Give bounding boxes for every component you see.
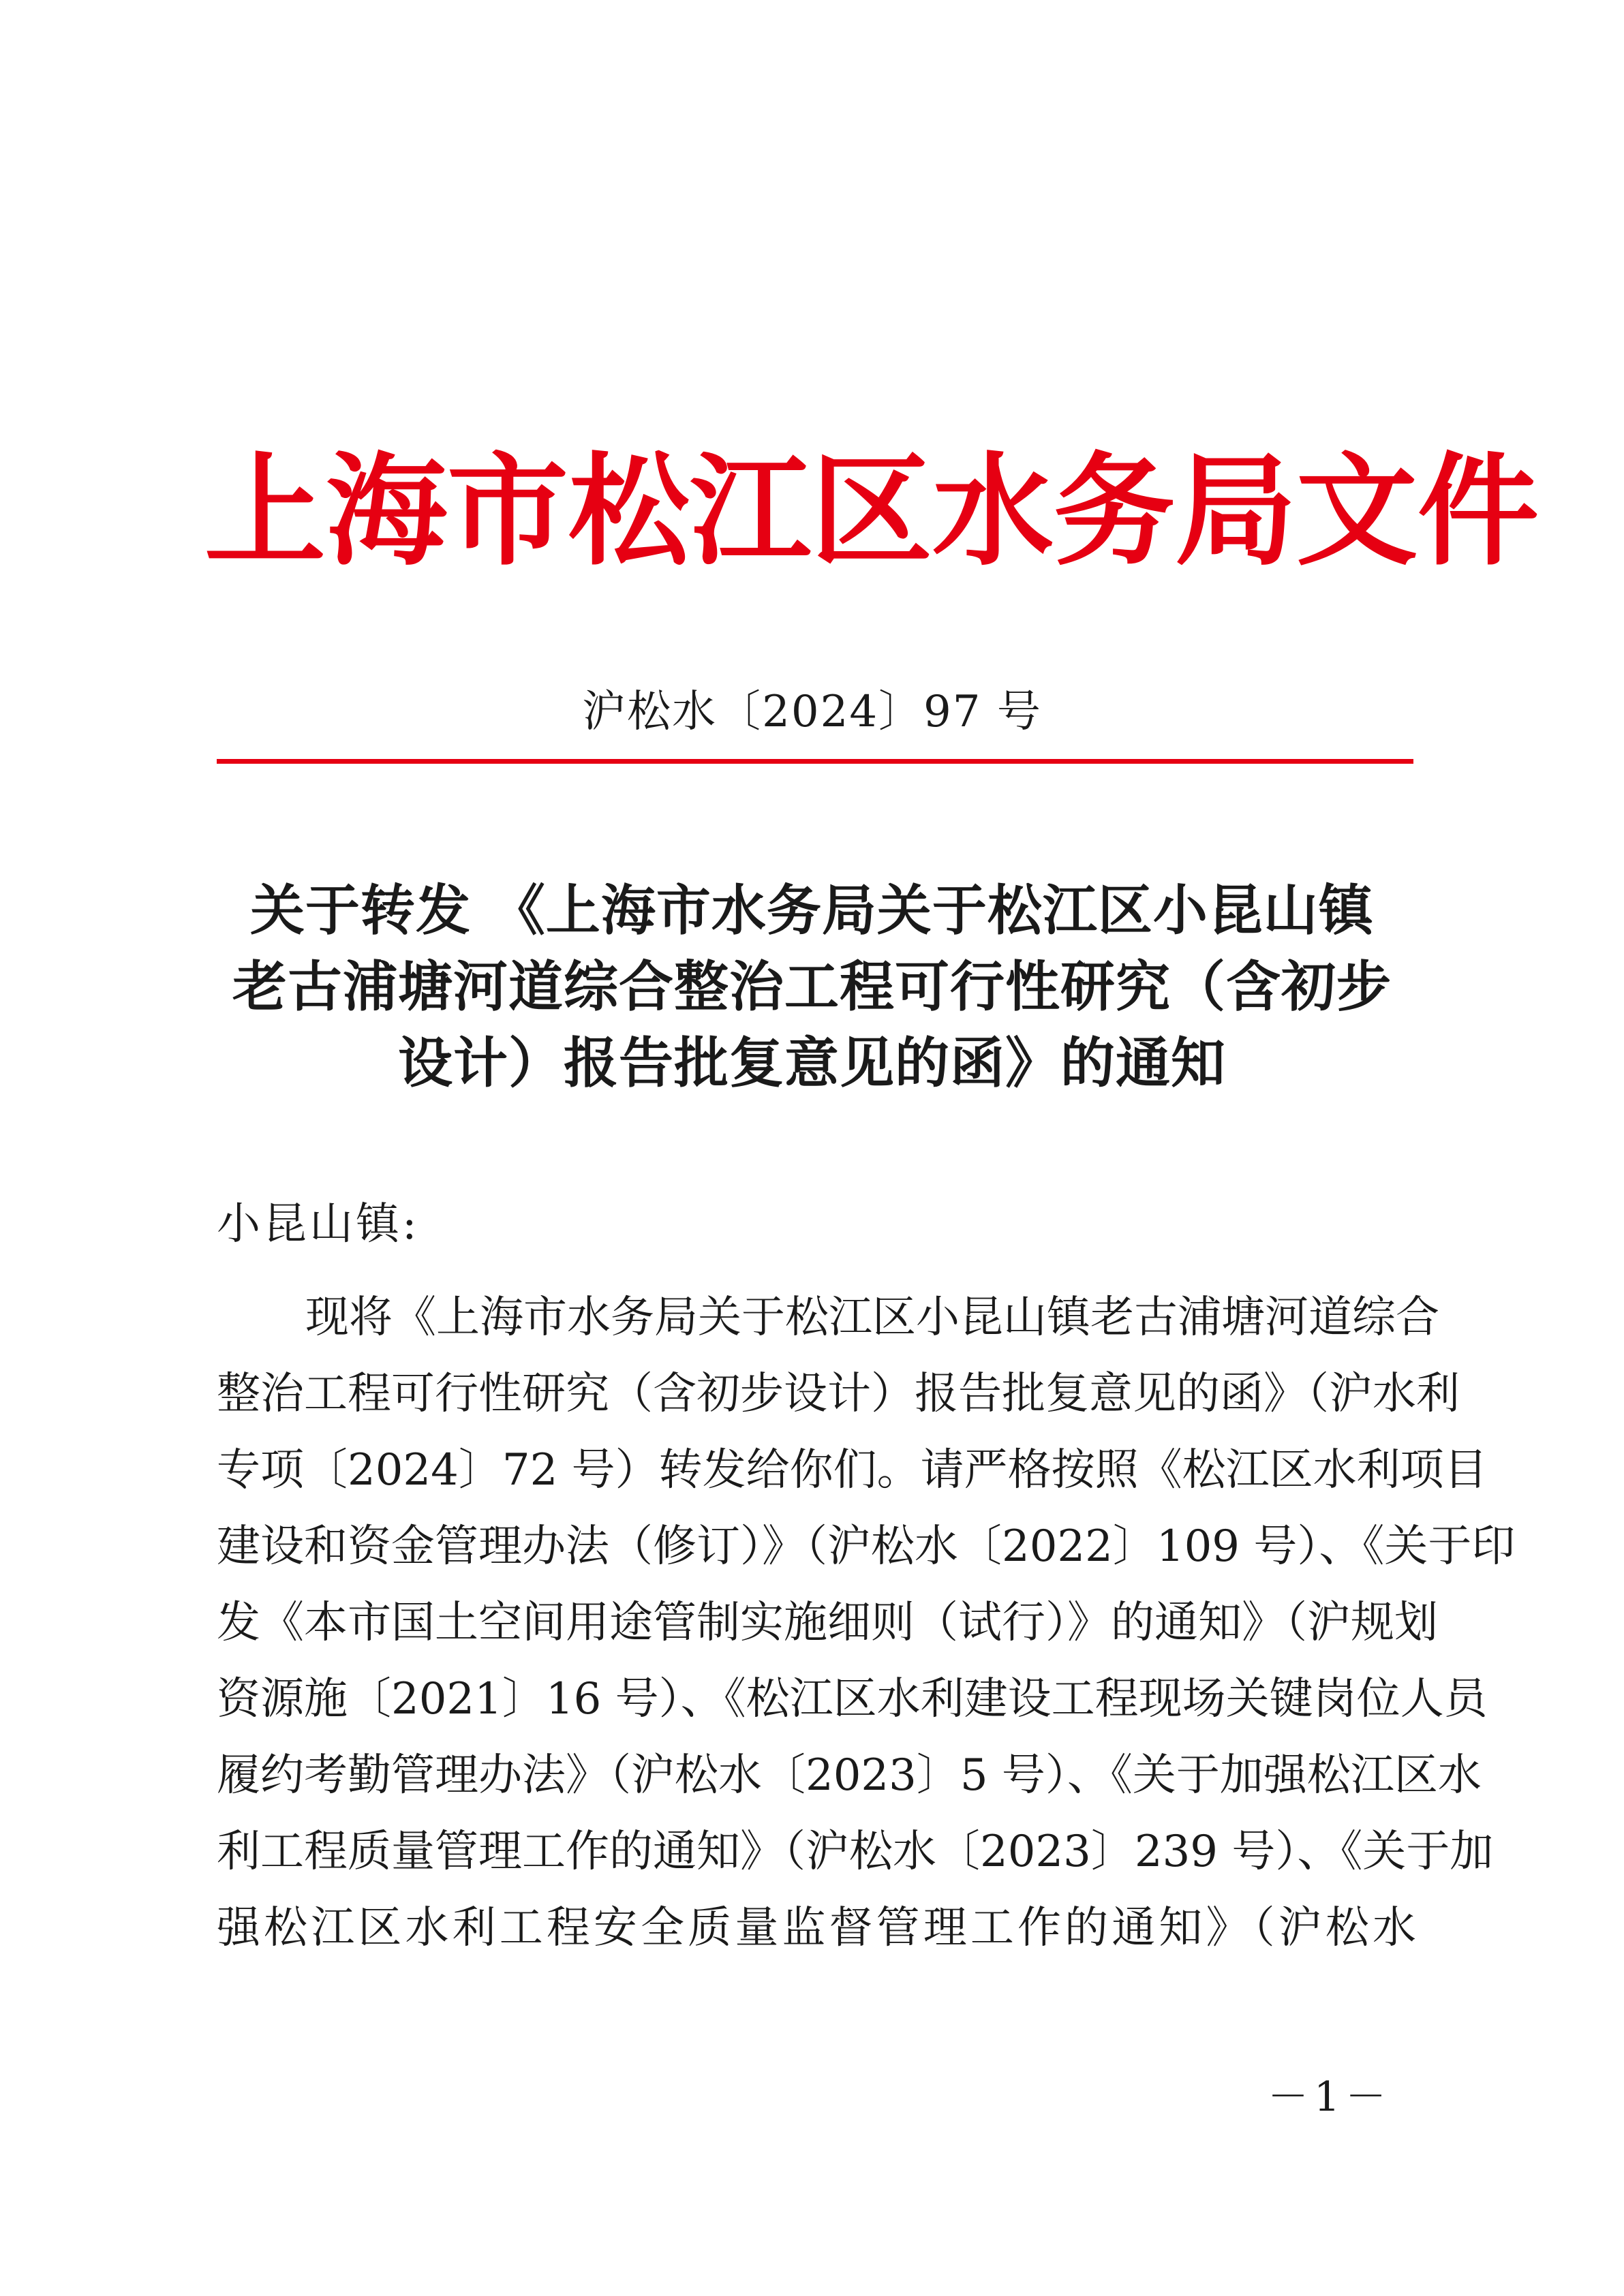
body-line: 整治工程可行性研究（含初步设计）报告批复意见的函》（沪水利	[217, 1369, 1460, 1419]
page-number: －1－	[1268, 2073, 1392, 2121]
body-paragraph	[217, 1279, 1516, 1966]
body-line: 专项〔2024〕72 号）转发给你们。请严格按照《松江区水利项目	[217, 1445, 1488, 1495]
notice-title	[204, 872, 1420, 1101]
document-number: 沪松水〔2024〕97 号	[582, 687, 1042, 737]
red-separator-line	[217, 759, 1413, 764]
title-char: 江	[690, 439, 811, 582]
title-char: 海	[326, 439, 447, 582]
salutation: 小昆山镇:	[217, 1199, 420, 1250]
issuing-authority-title	[204, 439, 1539, 582]
title-char: 松	[568, 439, 690, 582]
title-char: 件	[1418, 439, 1539, 582]
notice-title-line: 设计）报告批复意见的函》的通知	[398, 1031, 1226, 1095]
title-char: 上	[204, 439, 326, 582]
notice-title-line: 老古浦塘河道综合整治工程可行性研究（含初步	[232, 955, 1392, 1019]
title-char: 局	[1175, 439, 1296, 582]
notice-title-line: 关于转发 《上海市水务局关于松江区小昆山镇	[250, 878, 1374, 942]
body-line: 现将《上海市水务局关于松江区小昆山镇老古浦塘河道综合	[305, 1292, 1439, 1343]
title-char: 务	[1054, 439, 1175, 582]
title-char: 市	[447, 439, 568, 582]
body-line: 利工程质量管理工作的通知》（沪松水〔2023〕239 号）、《关于加	[217, 1827, 1494, 1877]
title-char: 文	[1296, 439, 1418, 582]
body-line: 履约考勤管理办法》（沪松水〔2023〕5 号）、《关于加强松江区水	[217, 1750, 1482, 1801]
title-char: 区	[811, 439, 932, 582]
body-line: 发《本市国土空间用途管制实施细则（试行）》的通知》（沪规划	[217, 1598, 1438, 1648]
body-line: 资源施〔2021〕16 号）、《松江区水利建设工程现场关键岗位人员	[217, 1674, 1488, 1724]
body-line: 建设和资金管理办法（修订）》（沪松水〔2022〕109 号）、《关于印	[217, 1521, 1516, 1572]
title-char: 水	[932, 439, 1054, 582]
body-line: 强松江区水利工程安全质量监督管理工作的通知》（沪松水	[217, 1903, 1416, 1953]
